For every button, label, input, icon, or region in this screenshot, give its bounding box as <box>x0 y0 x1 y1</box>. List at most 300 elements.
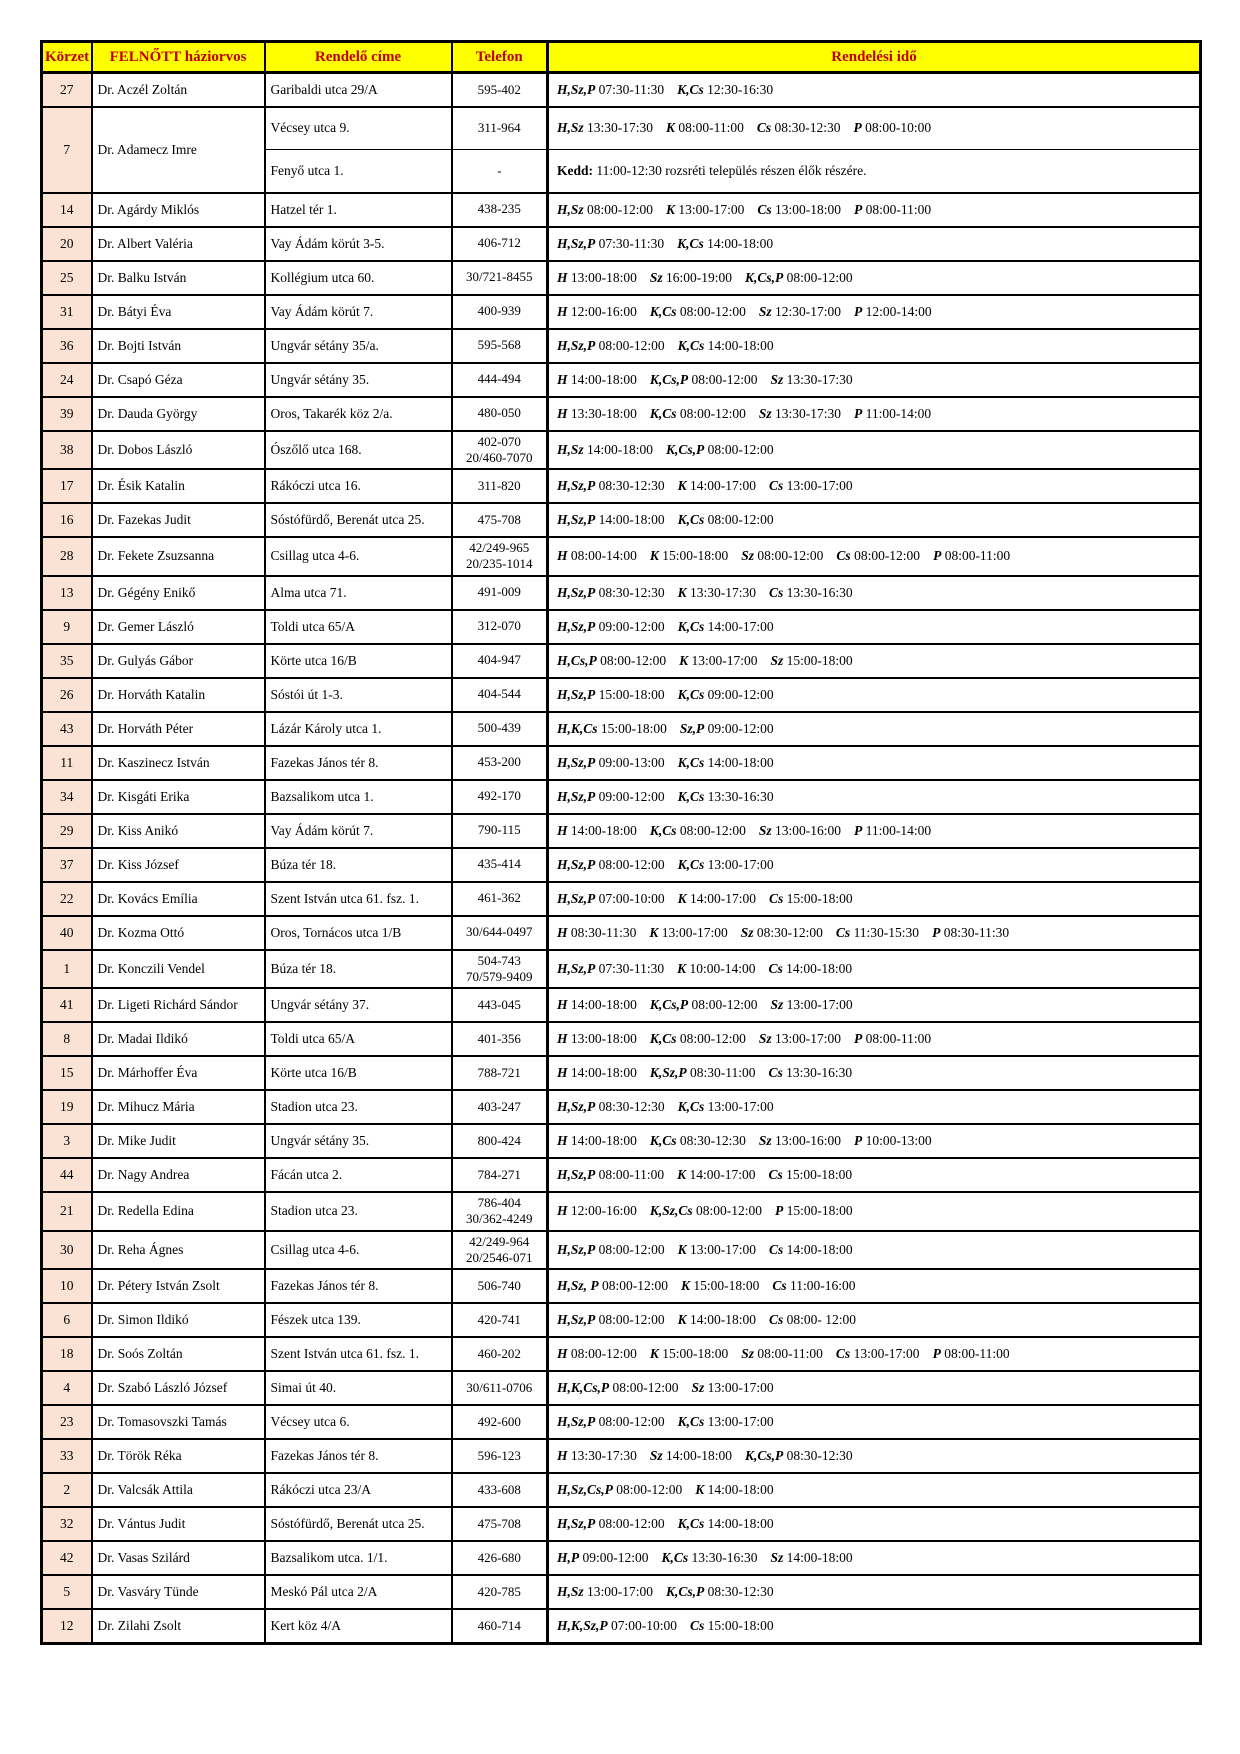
address-cell: Kollégium utca 60. <box>265 261 452 295</box>
hours-days: K <box>677 960 687 976</box>
hours-days: K,Cs <box>649 303 677 319</box>
table-row <box>42 1022 1201 1056</box>
hours-days: H <box>557 1346 568 1361</box>
phone-line: - <box>497 162 502 178</box>
address-cell: Ungvár sétány 35. <box>265 363 452 397</box>
hours-time: 13:30-16:30 <box>783 584 853 600</box>
phone-cell <box>452 329 548 363</box>
address-cell: Vay Ádám körút 7. <box>265 814 452 848</box>
hours-days: K,Cs <box>677 686 705 702</box>
hours-segment <box>678 512 774 528</box>
hours-time: 14:00-17:00 <box>704 618 774 634</box>
address-cell: Garibaldi utca 29/A <box>265 73 452 107</box>
hours-cell <box>548 431 1201 470</box>
hours-time: 14:00-18:00 <box>704 754 774 770</box>
hours-time: 08:00-11:00 <box>754 1346 823 1361</box>
hours-segment <box>557 372 637 388</box>
address-cell: Hatzel tér 1. <box>265 193 452 227</box>
hours-time: 08:30-12:00 <box>753 924 823 940</box>
hours-segment <box>759 406 841 422</box>
doctor-name-cell: Dr. Mike Judit <box>92 1124 265 1158</box>
hours-time: 09:00-12:00 <box>704 686 774 702</box>
address-cell: Csillag utca 4-6. <box>265 537 452 576</box>
hours-time: 13:30-17:30 <box>783 371 853 387</box>
phone-cell <box>452 397 548 431</box>
hours-time: 08:30-12:30 <box>676 1133 746 1148</box>
header-address: Rendelő címe <box>265 42 452 73</box>
hours-segment <box>678 619 774 635</box>
hours-days: H,K,Sz,P <box>557 1617 608 1633</box>
hours-time: 14:00-18:00 <box>567 1065 637 1080</box>
hours-segment <box>678 1414 774 1430</box>
address-cell: Alma utca 71. <box>265 576 452 610</box>
hours-time: 14:00-18:00 <box>782 960 853 976</box>
hours-segment <box>557 1278 668 1294</box>
hours-days: P <box>854 405 863 421</box>
table-header <box>42 42 1201 73</box>
hours-segment <box>650 406 746 422</box>
hours-time: 13:00-17:00 <box>675 201 745 217</box>
phone-cell <box>452 1090 548 1124</box>
hours-cell <box>548 1158 1201 1192</box>
district-cell: 12 <box>42 1609 92 1643</box>
hours-segment <box>650 823 746 839</box>
hours-cell <box>548 1439 1201 1473</box>
hours-segment <box>557 442 653 458</box>
district-cell: 26 <box>42 678 92 712</box>
district-cell: 30 <box>42 1231 92 1270</box>
table-row <box>42 295 1201 329</box>
table-body <box>42 73 1201 1644</box>
hours-cell <box>548 503 1201 537</box>
doctor-name-cell: Dr. Gulyás Gábor <box>92 644 265 678</box>
hours-days: H,Sz,P <box>557 618 596 634</box>
table-row <box>42 1192 1201 1231</box>
hours-days: P <box>854 303 863 319</box>
hours-days: K <box>677 1312 687 1327</box>
doctor-name-cell: Dr. Csapó Géza <box>92 363 265 397</box>
hours-time: 11:00-14:00 <box>862 405 932 421</box>
phone-cell <box>452 576 548 610</box>
hours-days: Sz <box>758 1133 772 1148</box>
phone-line: 435-414 <box>477 856 521 872</box>
phone-line: 420-741 <box>477 1311 521 1327</box>
hours-time: 08:00-12:00 <box>595 337 665 353</box>
hours-time: 12:30-17:00 <box>771 303 842 319</box>
phone-line: 443-045 <box>477 996 521 1012</box>
hours-cell <box>548 950 1201 989</box>
table-row <box>42 363 1201 397</box>
hours-cell <box>548 576 1201 610</box>
hours-days: Sz <box>770 652 784 668</box>
phone-cell <box>452 150 548 193</box>
district-cell: 9 <box>42 610 92 644</box>
hours-cell <box>548 1541 1201 1575</box>
hours-segment <box>557 163 867 179</box>
hours-time: 08:00-12:00 <box>754 548 824 564</box>
hours-days: P <box>933 548 942 564</box>
hours-time: 08:00-12:00 <box>595 856 665 872</box>
hours-days: K,Sz,P <box>649 1065 687 1080</box>
hours-cell <box>548 1337 1201 1371</box>
doctor-name-cell: Dr. Mihucz Mária <box>92 1090 265 1124</box>
address-cell: Fazekas János tér 8. <box>265 746 452 780</box>
table-row <box>42 1231 1201 1270</box>
hours-segment <box>650 1133 746 1149</box>
hours-time: 13:00-18:00 <box>771 201 842 217</box>
doctor-name-cell: Dr. Kisgáti Erika <box>92 780 265 814</box>
hours-cell <box>548 678 1201 712</box>
doctors-table <box>40 40 1202 1645</box>
hours-days: K <box>681 1278 691 1293</box>
phone-line: 311-820 <box>477 477 521 493</box>
table-row <box>42 537 1201 576</box>
hours-time: 12:00-16:00 <box>567 1203 637 1219</box>
hours-days: K <box>649 924 659 940</box>
table-row <box>42 610 1201 644</box>
table-row <box>42 1439 1201 1473</box>
hours-segment <box>932 925 1009 941</box>
phone-line: 460-714 <box>477 1617 521 1633</box>
hours-time: 14:00-18:00 <box>703 235 774 251</box>
hours-days: Kedd: <box>557 162 594 178</box>
table-row <box>42 678 1201 712</box>
hours-segment <box>678 891 756 907</box>
hours-segment <box>557 585 665 601</box>
hours-cell <box>548 107 1201 150</box>
hours-days: Sz <box>770 997 784 1012</box>
hours-segment <box>557 721 667 737</box>
hours-segment <box>933 1346 1010 1362</box>
hours-days: Sz <box>741 1346 755 1361</box>
hours-days: K <box>677 478 687 493</box>
hours-time: 14:00-18:00 <box>567 371 637 387</box>
phone-line: 790-115 <box>477 822 521 838</box>
doctor-name-cell: Dr. Redella Edina <box>92 1192 265 1231</box>
hours-time: 08:00-12:00 <box>598 1278 669 1293</box>
hours-segment <box>662 1550 758 1566</box>
doctor-name-cell: Dr. Balku István <box>92 261 265 295</box>
hours-time: 14:00-18:00 <box>567 1133 637 1148</box>
table-row <box>42 712 1201 746</box>
district-cell: 21 <box>42 1192 92 1231</box>
phone-line: 453-200 <box>477 754 521 770</box>
hours-time: 13:00-16:00 <box>771 822 842 838</box>
hours-days: H <box>557 1031 568 1046</box>
hours-days: K,Cs,P <box>745 269 784 285</box>
hours-time: 08:00-11:00 <box>595 1167 665 1182</box>
hours-time: 08:00-12:00 <box>692 1203 763 1219</box>
phone-line: 401-356 <box>477 1030 521 1046</box>
hours-segment <box>690 1618 774 1634</box>
hours-time: 10:00-14:00 <box>686 960 756 976</box>
doctor-name-cell: Dr. Tomasovszki Tamás <box>92 1405 265 1439</box>
hours-days: K,Cs <box>677 1516 705 1531</box>
hours-cell <box>548 150 1201 193</box>
hours-time: 08:00-12:00 <box>676 303 746 319</box>
doctor-name-cell: Dr. Kaszinecz István <box>92 746 265 780</box>
hours-cell <box>548 295 1201 329</box>
district-cell: 43 <box>42 712 92 746</box>
hours-segment <box>557 687 665 703</box>
hours-segment <box>769 961 853 977</box>
hours-time: 14:00-18:00 <box>567 997 637 1012</box>
phone-cell <box>452 678 548 712</box>
hours-segment <box>677 1167 755 1183</box>
table-row <box>42 1507 1201 1541</box>
phone-line: 500-439 <box>477 720 521 736</box>
hours-time: 08:30-12:30 <box>771 120 841 136</box>
hours-segment <box>769 1065 853 1081</box>
phone-cell <box>452 1609 548 1643</box>
district-cell: 32 <box>42 1507 92 1541</box>
phone-cell <box>452 1541 548 1575</box>
hours-segment <box>677 82 773 98</box>
hours-cell <box>548 193 1201 227</box>
table-row <box>42 1405 1201 1439</box>
hours-days: Sz <box>691 1380 705 1395</box>
phone-line: 433-608 <box>477 1481 521 1497</box>
hours-time: 13:30-17:30 <box>686 584 757 600</box>
hours-days: H,Sz,P <box>557 686 596 702</box>
phone-cell <box>452 950 548 989</box>
address-cell: Vay Ádám körút 3-5. <box>265 227 452 261</box>
address-cell: Szent István utca 61. fsz. 1. <box>265 882 452 916</box>
phone-cell <box>452 1056 548 1090</box>
hours-segment <box>649 925 727 941</box>
hours-time: 08:30-12:30 <box>595 478 665 493</box>
hours-time: 08:00-11:00 <box>862 1031 932 1046</box>
hours-time: 09:00-12:00 <box>704 720 774 736</box>
hours-days: Sz <box>758 822 772 838</box>
district-cell: 25 <box>42 261 92 295</box>
district-cell: 14 <box>42 193 92 227</box>
hours-segment <box>557 1065 637 1081</box>
hours-segment <box>769 1167 853 1183</box>
hours-days: K <box>677 1167 687 1182</box>
address-cell: Rákóczi utca 23/A <box>265 1473 452 1507</box>
table-row <box>42 1090 1201 1124</box>
hours-time: 11:30-15:30 <box>850 924 920 940</box>
hours-days: K,Cs,P <box>745 1448 784 1463</box>
doctor-name-cell: Dr. Vasváry Tünde <box>92 1575 265 1609</box>
hours-cell <box>548 1056 1201 1090</box>
district-cell: 8 <box>42 1022 92 1056</box>
address-cell: Sóstófürdő, Berenát utca 25. <box>265 503 452 537</box>
hours-segment <box>677 961 755 977</box>
table-row <box>42 1371 1201 1405</box>
hours-days: Sz,P <box>679 720 705 736</box>
phone-line: 30/611-0706 <box>466 1379 533 1395</box>
hours-time: 09:00-12:00 <box>595 618 665 634</box>
hours-segment <box>557 857 665 873</box>
hours-segment <box>557 1133 637 1149</box>
hours-days: H <box>557 1065 568 1080</box>
doctor-name-cell: Dr. Dobos László <box>92 431 265 470</box>
hours-days: H <box>557 822 568 838</box>
hours-days: Cs <box>769 478 784 493</box>
hours-time: 13:00-17:00 <box>704 1414 774 1429</box>
hours-segment <box>650 1065 756 1081</box>
hours-segment <box>557 202 653 218</box>
phone-line: 30/644-0497 <box>466 924 533 940</box>
hours-days: P <box>854 822 863 838</box>
hours-segment <box>557 1203 637 1219</box>
hours-time: 08:00-12:00 <box>612 1482 683 1497</box>
doctor-name-cell: Dr. Ésik Katalin <box>92 469 265 503</box>
phone-line: 400-939 <box>477 303 521 319</box>
hours-days: P <box>932 1346 941 1361</box>
hours-time: 07:00-10:00 <box>595 890 665 906</box>
hours-time: 08:00-14:00 <box>567 548 637 564</box>
hours-segment <box>557 1516 665 1532</box>
hours-cell <box>548 1575 1201 1609</box>
hours-time: 15:00-18:00 <box>783 652 853 668</box>
address-cell: Búza tér 18. <box>265 848 452 882</box>
address-cell: Vay Ádám körút 7. <box>265 295 452 329</box>
district-cell: 7 <box>42 107 92 193</box>
address-cell: Kert köz 4/A <box>265 1609 452 1643</box>
hours-time: 08:00-12:00 <box>609 1380 679 1395</box>
doctor-name-cell: Dr. Gemer László <box>92 610 265 644</box>
address-cell: Meskó Pál utca 2/A <box>265 1575 452 1609</box>
phone-line: 595-402 <box>477 81 521 97</box>
district-cell: 37 <box>42 848 92 882</box>
phone-line: 438-235 <box>477 201 521 217</box>
hours-segment <box>557 1346 637 1362</box>
hours-segment <box>695 1482 773 1498</box>
hours-time: 13:30-17:30 <box>583 120 654 136</box>
hours-days: Cs <box>768 960 783 976</box>
hours-time: 08:00-12:00 <box>688 997 758 1012</box>
doctor-name-cell: Dr. Kozma Ottó <box>92 916 265 950</box>
phone-cell <box>452 1158 548 1192</box>
hours-days: H,Sz,P <box>557 478 596 493</box>
district-cell: 3 <box>42 1124 92 1158</box>
address-cell: Stadion utca 23. <box>265 1090 452 1124</box>
hours-time: 14:00-18:00 <box>783 1550 853 1565</box>
hours-segment <box>769 1312 856 1328</box>
hours-time: 13:00-17:00 <box>704 1099 774 1114</box>
doctor-name-cell: Dr. Reha Ágnes <box>92 1231 265 1270</box>
doctor-name-cell: Dr. Pétery István Zsolt <box>92 1269 265 1303</box>
district-cell: 27 <box>42 73 92 107</box>
hours-days: H,Sz,P <box>557 1414 596 1429</box>
hours-days: K <box>649 548 659 564</box>
phone-line: 402-070 <box>477 433 521 449</box>
phone-line: 444-494 <box>477 371 521 387</box>
address-cell: Fácán utca 2. <box>265 1158 452 1192</box>
district-cell: 33 <box>42 1439 92 1473</box>
hours-time: 14:00-18:00 <box>595 512 665 527</box>
hours-days: Cs <box>756 120 772 136</box>
address-cell: Fazekas János tér 8. <box>265 1269 452 1303</box>
district-cell: 41 <box>42 988 92 1022</box>
hours-time: 11:00-16:00 <box>786 1278 856 1293</box>
district-cell: 34 <box>42 780 92 814</box>
hours-time: 07:00-10:00 <box>607 1617 678 1633</box>
phone-line: 30/362-4249 <box>466 1211 533 1227</box>
table-row <box>42 73 1201 107</box>
doctor-name-cell: Dr. Adamecz Imre <box>92 107 265 193</box>
hours-time: 08:00-12:00 <box>704 512 774 527</box>
hours-days: K,Cs <box>677 1414 705 1429</box>
phone-cell <box>452 882 548 916</box>
doctor-name-cell: Dr. Soós Zoltán <box>92 1337 265 1371</box>
phone-cell <box>452 261 548 295</box>
phone-cell <box>452 537 548 576</box>
hours-segment <box>771 997 853 1013</box>
phone-cell <box>452 73 548 107</box>
hours-segment <box>741 925 823 941</box>
hours-segment <box>557 925 636 941</box>
district-cell: 22 <box>42 882 92 916</box>
hours-days: Cs <box>772 1278 787 1293</box>
hours-time: 14:00-18:00 <box>704 1482 774 1497</box>
hours-days: K,Cs <box>649 822 677 838</box>
district-cell: 31 <box>42 295 92 329</box>
hours-segment <box>557 1167 664 1183</box>
hours-cell <box>548 329 1201 363</box>
phone-cell <box>452 610 548 644</box>
phone-cell <box>452 1473 548 1507</box>
hours-time: 13:30-16:30 <box>704 788 774 804</box>
hours-segment <box>557 1099 665 1115</box>
hours-time: 08:00-12:00 <box>676 1031 746 1046</box>
hours-time: 14:00-18:00 <box>704 1516 774 1531</box>
table-row <box>42 950 1201 989</box>
hours-cell <box>548 363 1201 397</box>
phone-cell <box>452 193 548 227</box>
address-cell: Toldi utca 65/A <box>265 610 452 644</box>
address-cell: Stadion utca 23. <box>265 1192 452 1231</box>
address-cell: Vécsey utca 9. <box>265 107 452 150</box>
phone-line: 784-271 <box>477 1166 521 1182</box>
hours-cell <box>548 1609 1201 1643</box>
phone-line: 786-404 <box>477 1195 521 1210</box>
hours-days: Cs <box>768 1167 783 1182</box>
hours-segment <box>933 548 1010 564</box>
doctor-name-cell: Dr. Bátyi Éva <box>92 295 265 329</box>
district-cell: 19 <box>42 1090 92 1124</box>
hours-segment <box>650 270 732 286</box>
address-cell: Fenyő utca 1. <box>265 150 452 193</box>
hours-time: 13:00-17:00 <box>771 1031 842 1046</box>
hours-segment <box>745 270 853 286</box>
hours-time: 16:00-19:00 <box>662 269 733 285</box>
hours-segment <box>741 1346 823 1362</box>
table-row <box>42 644 1201 678</box>
table-row <box>42 431 1201 470</box>
hours-time: 13:30-16:30 <box>782 1065 853 1080</box>
phone-line: 480-050 <box>477 405 521 421</box>
hours-segment <box>678 585 756 601</box>
hours-time: 08:00- 12:00 <box>783 1312 857 1327</box>
doctor-name-cell: Dr. Agárdy Miklós <box>92 193 265 227</box>
table-row <box>42 1269 1201 1303</box>
hours-days: Sz <box>758 405 772 421</box>
address-cell: Körte utca 16/B <box>265 1056 452 1090</box>
phone-cell <box>452 363 548 397</box>
doctor-name-cell: Dr. Zilahi Zsolt <box>92 1609 265 1643</box>
hours-segment <box>692 1380 774 1396</box>
hours-days: H <box>557 997 568 1012</box>
hours-time: 13:30-17:30 <box>771 405 842 421</box>
district-cell: 15 <box>42 1056 92 1090</box>
hours-time: 13:00-17:00 <box>783 478 853 493</box>
hours-segment <box>650 1203 762 1219</box>
district-cell: 44 <box>42 1158 92 1192</box>
